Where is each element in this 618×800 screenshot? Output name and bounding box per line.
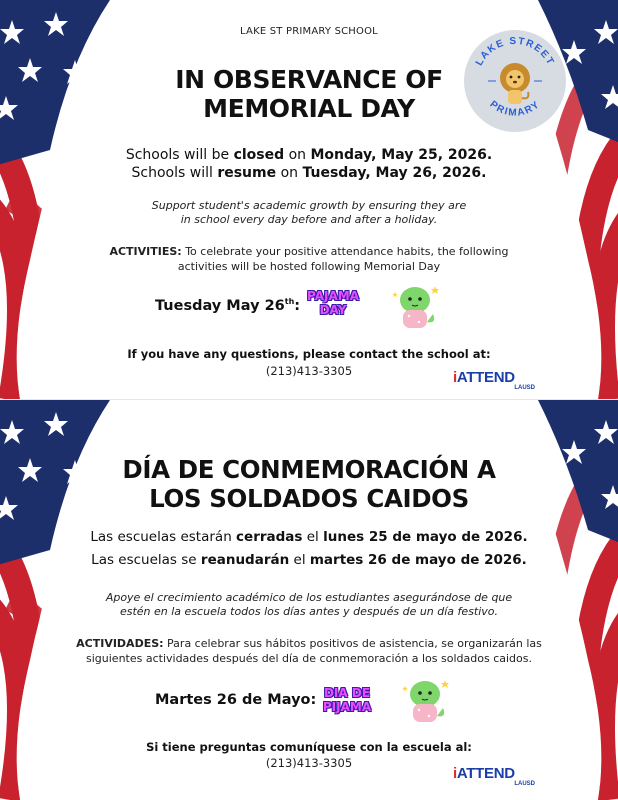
phone-number: (213)413-3305	[265, 364, 353, 378]
english-title-line2: MEMORIAL DAY	[203, 94, 415, 123]
iattend-i: i	[453, 765, 457, 782]
english-title-line1: IN OBSERVANCE OF	[175, 65, 443, 94]
resume-date: Tuesday, May 26, 2026.	[302, 165, 487, 181]
dinosaur-pajama-icon	[395, 672, 453, 730]
reanudaran-prefix: Las escuelas se	[91, 552, 201, 568]
english-title	[0, 65, 618, 123]
actividades-label: ACTIVIDADES:	[76, 637, 164, 650]
school-name: LAKE ST PRIMARY SCHOOL	[240, 26, 378, 37]
iattend-sub: LAUSD	[514, 781, 535, 787]
closed-prefix: Schools will be	[125, 147, 234, 163]
contacto-line: Si tiene preguntas comuníquese con la escuela al:	[146, 740, 472, 754]
support-line2: in school every day before and after a holiday.	[180, 213, 438, 226]
activities-paragraph	[0, 244, 618, 274]
closed-date: Monday, May 25, 2026.	[310, 147, 493, 163]
logo-bottom-text: PRIMARY	[487, 98, 543, 119]
contact-line: If you have any questions, please contact the school at:	[127, 347, 491, 361]
cerradas-notice	[0, 528, 618, 546]
iattend-main: ATTEND	[456, 765, 515, 782]
iattend-logo	[453, 369, 535, 395]
martes-label: Martes 26 de Mayo:	[155, 692, 317, 708]
support-line1: Support student's academic growth by ensuring they are	[151, 199, 467, 212]
spanish-title-line2: LOS SOLDADOS CAIDOS	[149, 484, 469, 513]
support-message	[0, 199, 618, 227]
reanudaran-date: martes 26 de mayo de 2026.	[309, 552, 527, 568]
actividades-text1: Para celebrar sus hábitos positivos de asistencia, se organizarán las	[163, 637, 542, 650]
reanudaran-word: reanudarán	[200, 552, 290, 568]
cerradas-word: cerradas	[236, 529, 303, 545]
reanudaran-notice	[0, 551, 618, 569]
resume-mid: on	[276, 165, 303, 181]
spanish-title	[0, 455, 618, 513]
badge-es-line1: DIA DE	[323, 686, 371, 700]
logo-top-text: LAKE STREET	[473, 35, 557, 68]
cerradas-mid: el	[302, 529, 324, 545]
apoye-line1: Apoye el crecimiento académico de los estudiantes asegurándose de que	[105, 591, 513, 604]
badge-es-line2: PIJAMA	[322, 700, 372, 714]
resume-prefix: Schools will	[131, 165, 218, 181]
badge-line1: PAJAMA	[307, 289, 359, 303]
iattend-i: i	[453, 369, 457, 386]
event-day-text: Tuesday May 26	[155, 297, 285, 314]
resume-notice	[0, 164, 618, 182]
actividades-text2: siguientes actividades después del día de conmemoración a los soldados caidos.	[86, 652, 532, 665]
apoye-message	[0, 591, 618, 619]
resume-word: resume	[217, 165, 277, 181]
telefono: (213)413-3305	[265, 756, 353, 770]
activities-text2: activities will be hosted following Memorial Day	[177, 260, 441, 273]
apoye-line2: estén en la escuela todos los días antes y después de un día festivo.	[119, 605, 499, 618]
svg-text:LAKE STREET	[474, 36, 556, 68]
badge-line2: DAY	[319, 303, 347, 317]
cerradas-prefix: Las escuelas estarán	[90, 529, 237, 545]
actividades-paragraph	[0, 636, 618, 666]
spanish-flyer	[0, 400, 618, 800]
event-day	[155, 297, 300, 314]
activities-text1: To celebrate your positive attendance habits, the following	[181, 245, 509, 258]
closed-mid: on	[284, 147, 311, 163]
dinosaur-pajama-icon	[385, 278, 443, 336]
event-day-colon: :	[294, 297, 301, 314]
pajama-day-badge	[304, 289, 362, 317]
dia-de-pijama-badge	[312, 686, 382, 714]
event-day-sup: th	[284, 297, 295, 306]
iattend-main: ATTEND	[456, 369, 515, 386]
iattend-sub: LAUSD	[514, 385, 535, 391]
activities-label: ACTIVITIES:	[109, 245, 182, 258]
closed-word: closed	[233, 147, 285, 163]
iattend-logo	[453, 765, 535, 791]
closed-notice	[0, 146, 618, 164]
reanudaran-mid: el	[289, 552, 310, 568]
cerradas-date: lunes 25 de mayo de 2026.	[323, 529, 528, 545]
spanish-title-line1: DÍA DE CONMEMORACIÓN A	[122, 455, 496, 484]
